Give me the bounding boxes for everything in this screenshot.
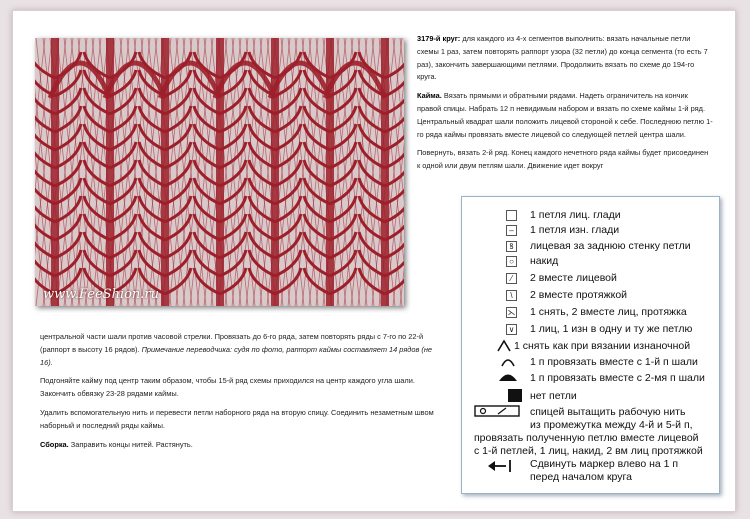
legend-item: ꝸ лицевая за заднюю стенку петли (462, 240, 719, 255)
join-one-icon (500, 355, 516, 367)
double-slash-icon: ⋋ (507, 308, 516, 317)
marker-arrow-icon (486, 459, 514, 473)
legend-item-pull-line4: с 1-й петлей, 1 лиц, накид, 2 вм лиц протяжкой (474, 445, 703, 457)
slip-stitch-icon (496, 339, 512, 353)
empty-square-icon (506, 210, 517, 221)
lace-shawl-photo (35, 38, 404, 306)
right-slash-icon: ⁄ (506, 273, 517, 284)
instructions-bottom (40, 331, 440, 457)
twisted-knit-icon: ꝸ (506, 241, 517, 252)
circle-icon: ○ (506, 256, 517, 267)
legend-item-marker-line2: перед началом круга (530, 471, 632, 483)
legend-item-slip: 1 снять как при вязании изнаночной (514, 340, 691, 352)
increase-icon: ∨ (506, 324, 517, 335)
lace-pattern-image (35, 38, 404, 306)
legend-item: ⋋ 1 снять, 2 вместе лиц, протяжка (507, 306, 687, 318)
no-stitch-icon (508, 389, 522, 402)
continue-paragraph: центральной части шали против часовой стрелки. Провязать до 6-го ряда, затем повторять ряды с 7-го по 22-й (раппорт в высоту 16 рядов). Примечание переводчика: судя по фото, раппорт каймы составляет 14 рядов (не 16). (40, 332, 433, 367)
legend-item-pull-line3: провязать полученную петлю вместе лицевой (474, 432, 699, 444)
pull-thread-icon (474, 405, 520, 417)
legend-item: – 1 петля изн. глади (462, 224, 719, 239)
legend-item: ∨ 1 лиц, 1 изн в одну и ту же петлю (462, 323, 719, 338)
symbol-legend (461, 196, 720, 494)
instructions-top (417, 33, 713, 179)
legend-item-join-one: 1 п провязать вместе с 1-й п шали (530, 356, 698, 368)
legend-item: ⁄ 2 вместе лицевой (462, 272, 719, 287)
legend-item-marker-line1: Сдвинуть маркер влево на 1 п (530, 458, 679, 470)
round-paragraph: 3179-й круг: для каждого из 4-х сегментов выполнить: вязать начальные петли схемы 1 раз, затем повторять раппорт узора (32 петли) до конца сегмента (то есть 7 раз), закончить завершающими петлями. Продолжить вязать по схеме до 194-го круга. (417, 34, 708, 82)
turn-paragraph: Повернуть, вязать 2-й ряд. Конец каждого нечетного ряда каймы будет присоединен к одной или двум петлям шали. Движение идет вокруг (417, 148, 709, 171)
assembly-paragraph: Сборка. Заправить концы нитей. Растянуть. (40, 439, 193, 449)
join-two-icon (498, 370, 518, 382)
join-paragraph: Удалить вспомогательную нить и перевести петли наборного ряда на вторую спицу. Соединить незаметным швом наборный и последний ряды каймы. (40, 407, 434, 430)
legend-item: ○ накид (462, 255, 719, 270)
watermark: www.FeeShion.ru (43, 287, 160, 302)
legend-item-pull-line1: спицей вытащить рабочую нить (530, 406, 686, 418)
dash-square-icon: – (506, 225, 517, 236)
legend-item: 1 петля лиц. глади (462, 209, 719, 224)
left-slash-icon: \ (506, 290, 517, 301)
legend-item-pull-line2: из промежутка между 4-й и 5-й п, (530, 419, 693, 431)
translator-note: Примечание переводчика: судя по фото, раппорт каймы составляет 14 рядов (не 16). (40, 344, 433, 367)
legend-item: \ 2 вместе протяжкой (462, 289, 719, 304)
edging-paragraph: Кайма. Вязать прямыми и обратными рядами. Надеть ограничитель на кончик правой спицы. Набрать 12 п невидимым набором и вязать по схеме каймы 1-й ряд. Центральный квадрат шали положить лицевой стороной к себе. Последнюю петлю 1-го ряда каймы провязать вместе лицевой со следующей петлей центра шали. (417, 91, 713, 139)
legend-item-join-two: 1 п провязать вместе с 2-мя п шали (530, 372, 705, 384)
fit-paragraph: Подгоняйте кайму под центр таким образом, чтобы 15-й ряд схемы приходился на центр каждого угла шали. Закончить обвязку 23-28 рядами каймы. (40, 376, 415, 399)
legend-item-no-stitch: нет петли (530, 390, 577, 402)
